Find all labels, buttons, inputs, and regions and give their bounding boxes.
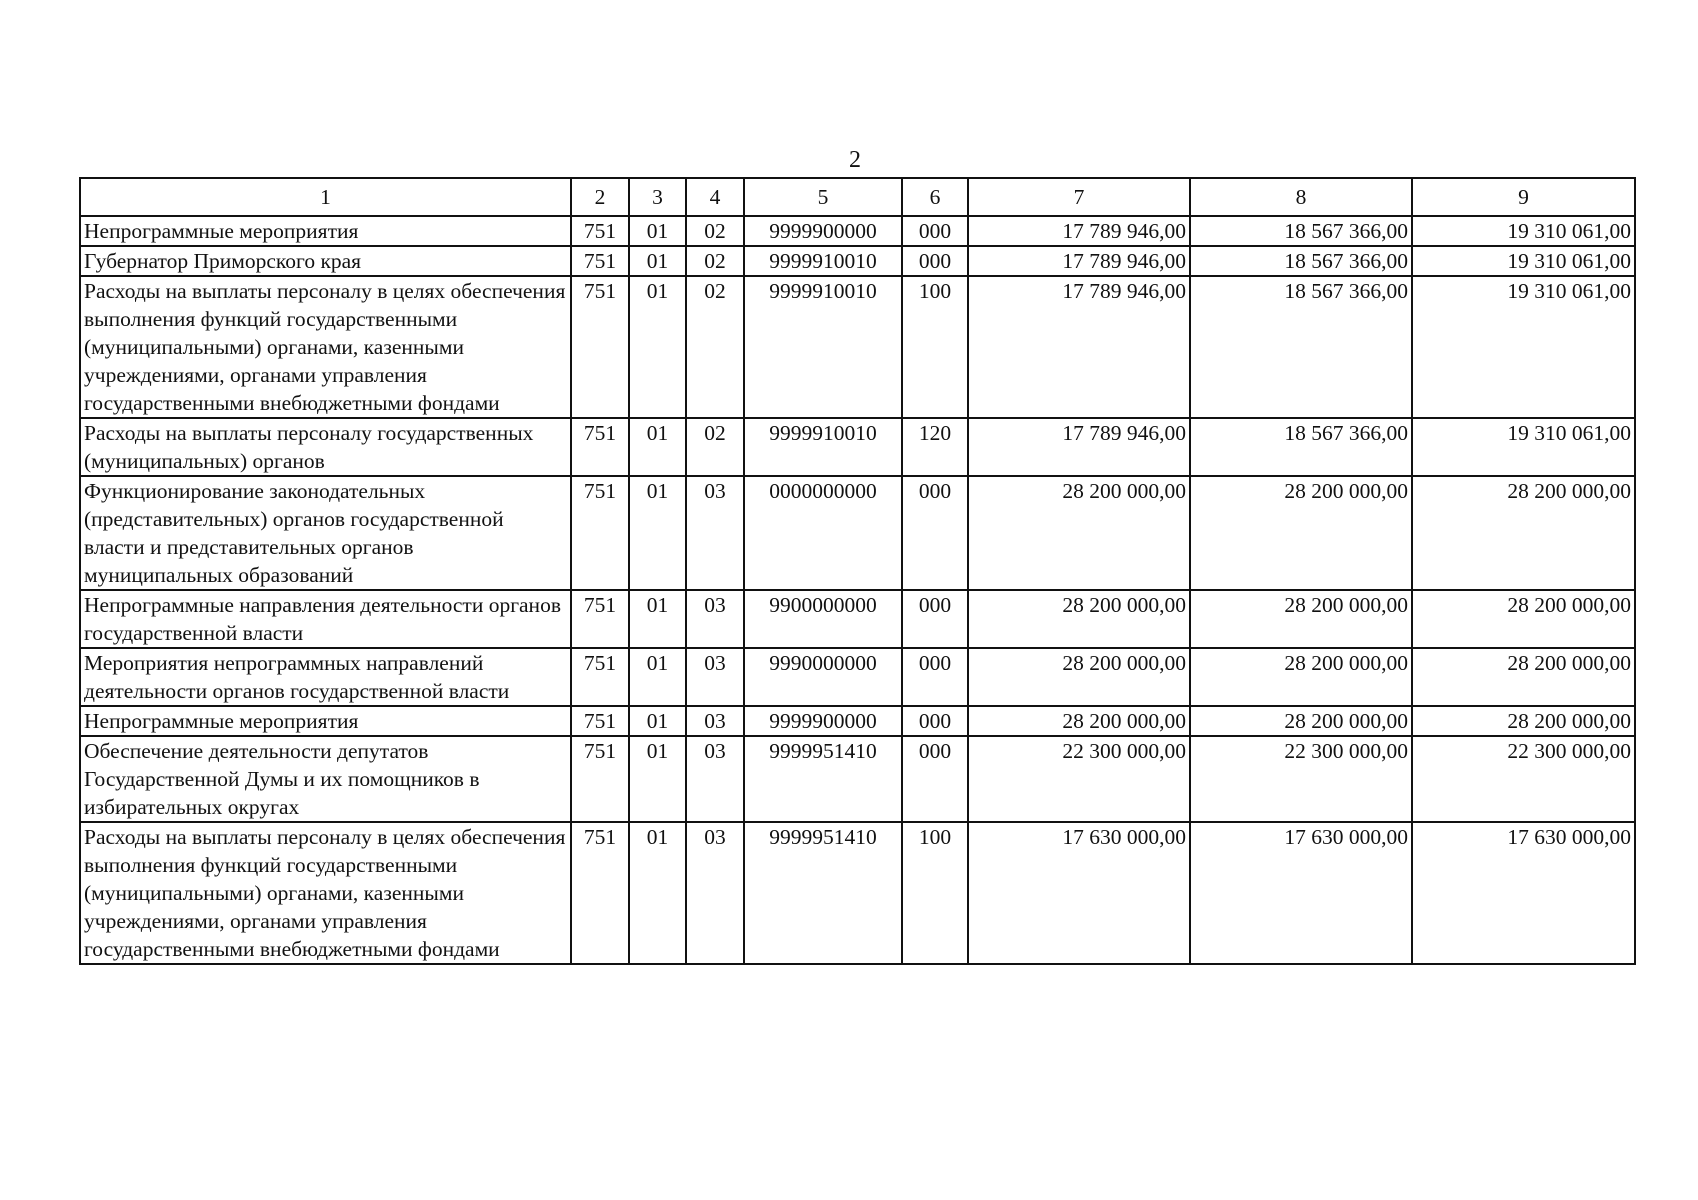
- row-code: 9999900000: [744, 216, 902, 246]
- row-name: Обеспечение деятельности депутатов Государственной Думы и их помощников в избирательных округах: [80, 736, 571, 822]
- row-amount: 28 200 000,00: [968, 476, 1190, 590]
- row-amount: 19 310 061,00: [1412, 276, 1635, 418]
- row-code: 03: [686, 706, 744, 736]
- column-header: 4: [686, 178, 744, 216]
- row-amount: 18 567 366,00: [1190, 216, 1412, 246]
- row-amount: 17 789 946,00: [968, 216, 1190, 246]
- row-code: 9999910010: [744, 418, 902, 476]
- column-header: 8: [1190, 178, 1412, 216]
- row-code: 03: [686, 648, 744, 706]
- row-amount: 17 789 946,00: [968, 418, 1190, 476]
- row-code: 000: [902, 216, 968, 246]
- row-code: 751: [571, 590, 629, 648]
- row-code: 02: [686, 418, 744, 476]
- row-code: 000: [902, 246, 968, 276]
- row-code: 03: [686, 736, 744, 822]
- column-header: 3: [629, 178, 686, 216]
- row-code: 01: [629, 648, 686, 706]
- row-amount: 18 567 366,00: [1190, 246, 1412, 276]
- column-header: 5: [744, 178, 902, 216]
- row-name: Непрограммные мероприятия: [80, 706, 571, 736]
- row-amount: 28 200 000,00: [1412, 590, 1635, 648]
- row-amount: 17 789 946,00: [968, 246, 1190, 276]
- row-code: 01: [629, 822, 686, 964]
- row-code: 9999900000: [744, 706, 902, 736]
- row-name: Функционирование законодательных (представительных) органов государственной власти и представительных органов муниципальных образований: [80, 476, 571, 590]
- table-row: [80, 476, 1635, 590]
- row-amount: 28 200 000,00: [968, 706, 1190, 736]
- column-header: 1: [80, 178, 571, 216]
- column-header: 2: [571, 178, 629, 216]
- row-amount: 28 200 000,00: [1190, 648, 1412, 706]
- row-code: 120: [902, 418, 968, 476]
- row-code: 751: [571, 276, 629, 418]
- row-code: 01: [629, 246, 686, 276]
- row-amount: 17 630 000,00: [968, 822, 1190, 964]
- row-amount: 28 200 000,00: [1190, 476, 1412, 590]
- table-row: [80, 648, 1635, 706]
- row-code: 01: [629, 590, 686, 648]
- row-amount: 17 630 000,00: [1412, 822, 1635, 964]
- row-name: Расходы на выплаты персоналу в целях обеспечения выполнения функций государственными (муниципальными) органами, казенными учреждениями, органами управления государственными внебюджетными фондами: [80, 822, 571, 964]
- row-code: 01: [629, 418, 686, 476]
- table-row: [80, 822, 1635, 964]
- column-header: 7: [968, 178, 1190, 216]
- row-amount: 28 200 000,00: [1190, 590, 1412, 648]
- row-code: 000: [902, 476, 968, 590]
- row-amount: 22 300 000,00: [1412, 736, 1635, 822]
- row-amount: 28 200 000,00: [1412, 648, 1635, 706]
- row-amount: 28 200 000,00: [968, 648, 1190, 706]
- row-amount: 22 300 000,00: [968, 736, 1190, 822]
- row-amount: 17 630 000,00: [1190, 822, 1412, 964]
- row-code: 02: [686, 216, 744, 246]
- row-code: 01: [629, 216, 686, 246]
- row-code: 100: [902, 276, 968, 418]
- row-code: 751: [571, 706, 629, 736]
- row-code: 01: [629, 706, 686, 736]
- row-code: 03: [686, 476, 744, 590]
- row-code: 03: [686, 590, 744, 648]
- row-code: 000: [902, 706, 968, 736]
- page-number: 2: [849, 147, 861, 173]
- row-code: 9900000000: [744, 590, 902, 648]
- row-code: 751: [571, 246, 629, 276]
- row-amount: 18 567 366,00: [1190, 418, 1412, 476]
- row-amount: 22 300 000,00: [1190, 736, 1412, 822]
- table-row: [80, 276, 1635, 418]
- row-code: 02: [686, 246, 744, 276]
- row-code: 000: [902, 736, 968, 822]
- row-amount: 18 567 366,00: [1190, 276, 1412, 418]
- row-code: 000: [902, 648, 968, 706]
- row-amount: 17 789 946,00: [968, 276, 1190, 418]
- row-name: Расходы на выплаты персоналу государственных (муниципальных) органов: [80, 418, 571, 476]
- row-code: 02: [686, 276, 744, 418]
- row-code: 9999910010: [744, 276, 902, 418]
- row-code: 9999951410: [744, 822, 902, 964]
- row-name: Расходы на выплаты персоналу в целях обеспечения выполнения функций государственными (муниципальными) органами, казенными учреждениями, органами управления государственными внебюджетными фондами: [80, 276, 571, 418]
- row-name: Непрограммные мероприятия: [80, 216, 571, 246]
- row-amount: 28 200 000,00: [1412, 476, 1635, 590]
- row-amount: 28 200 000,00: [1412, 706, 1635, 736]
- row-code: 01: [629, 736, 686, 822]
- table-row: [80, 246, 1635, 276]
- row-code: 9999951410: [744, 736, 902, 822]
- row-code: 751: [571, 418, 629, 476]
- column-header: 6: [902, 178, 968, 216]
- row-code: 01: [629, 476, 686, 590]
- row-name: Мероприятия непрограммных направлений деятельности органов государственной власти: [80, 648, 571, 706]
- row-amount: 19 310 061,00: [1412, 246, 1635, 276]
- table-row: [80, 706, 1635, 736]
- row-code: 000: [902, 590, 968, 648]
- row-code: 751: [571, 476, 629, 590]
- row-name: Губернатор Приморского края: [80, 246, 571, 276]
- row-code: 9990000000: [744, 648, 902, 706]
- row-code: 751: [571, 736, 629, 822]
- budget-table: [79, 177, 1636, 965]
- row-code: 01: [629, 276, 686, 418]
- row-amount: 28 200 000,00: [968, 590, 1190, 648]
- header-row: [80, 178, 1635, 216]
- row-amount: 19 310 061,00: [1412, 216, 1635, 246]
- row-name: Непрограммные направления деятельности органов государственной власти: [80, 590, 571, 648]
- row-code: 751: [571, 216, 629, 246]
- table-row: [80, 590, 1635, 648]
- row-code: 03: [686, 822, 744, 964]
- row-code: 9999910010: [744, 246, 902, 276]
- table-row: [80, 216, 1635, 246]
- table-row: [80, 418, 1635, 476]
- row-code: 0000000000: [744, 476, 902, 590]
- table-row: [80, 736, 1635, 822]
- row-code: 100: [902, 822, 968, 964]
- column-header: 9: [1412, 178, 1635, 216]
- row-amount: 28 200 000,00: [1190, 706, 1412, 736]
- row-code: 751: [571, 648, 629, 706]
- row-code: 751: [571, 822, 629, 964]
- row-amount: 19 310 061,00: [1412, 418, 1635, 476]
